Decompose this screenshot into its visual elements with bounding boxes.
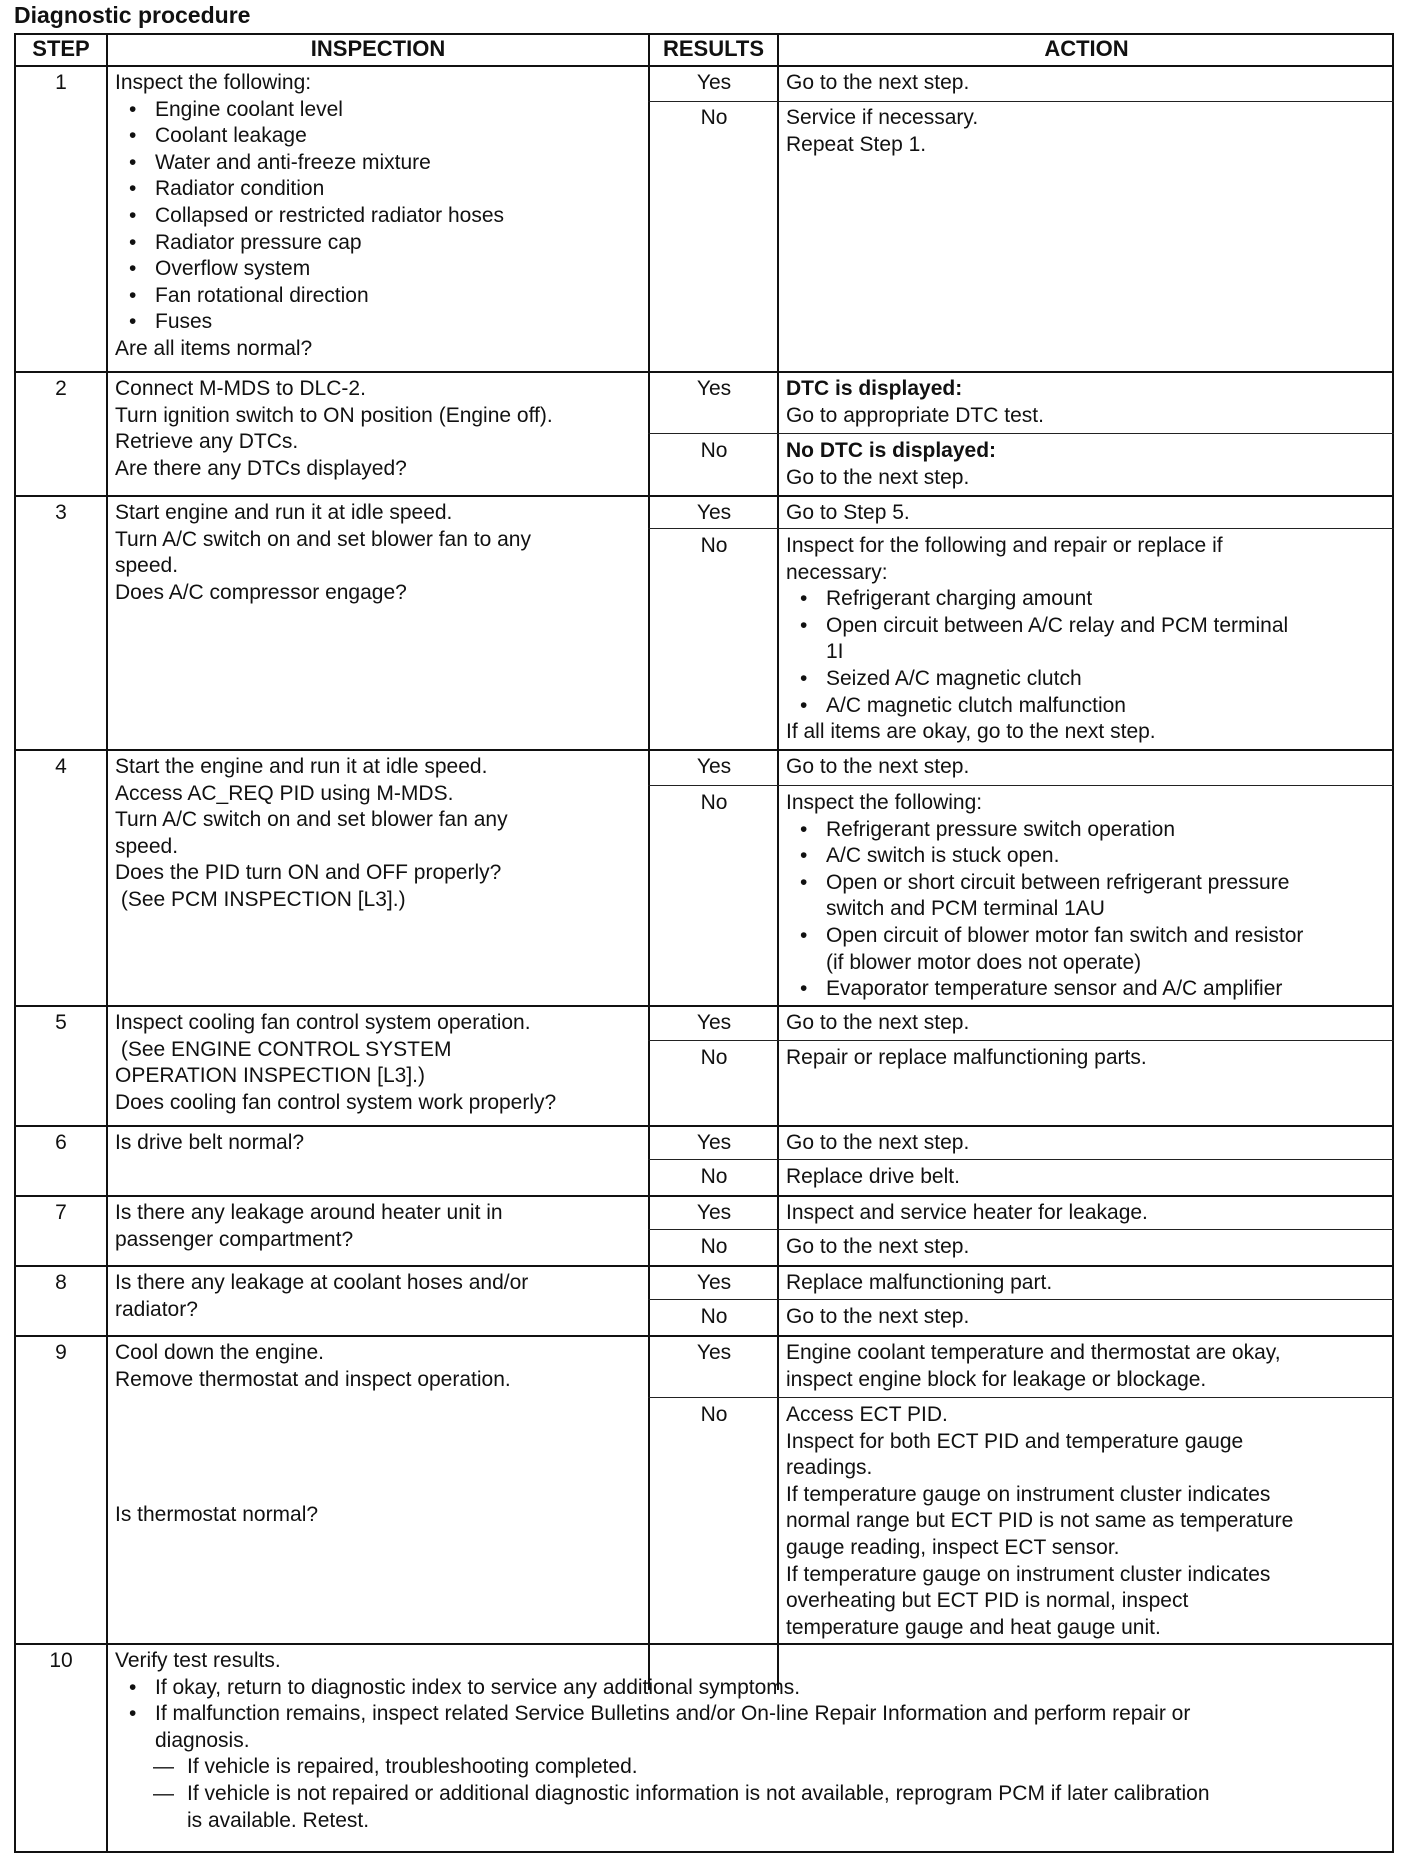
inspection-question: Is thermostat normal? — [115, 1503, 319, 1526]
col-divider — [648, 33, 650, 1690]
row-divider — [14, 1005, 1394, 1007]
action-text: Go to the next step. — [786, 1235, 970, 1258]
yes-no-divider — [648, 1229, 1394, 1230]
action-text: Replace drive belt. — [786, 1165, 960, 1188]
action-text: Inspect for the following and repair or replace if necessary: • Refrigerant charging amount • Open circuit between A/C relay and PCM terminal 1I • Seized A/C magnetic clutch • A/C magnetic clutch malfunction If all items are okay, go to the next step. — [786, 533, 1288, 746]
row-divider — [14, 495, 1394, 497]
row-divider — [14, 749, 1394, 751]
col-divider — [106, 33, 108, 1853]
inspection-text: Connect M-MDS to DLC-2. Turn ignition switch to ON position (Engine off). Retrieve any DTCs. Are there any DTCs displayed? — [115, 377, 553, 480]
inspection-text: Start the engine and run it at idle speed. Access AC_REQ PID using M-MDS. Turn A/C switch on and set blower fan any speed. Does the PID turn ON and OFF properly? (See PCM INSPECTION [L3].) — [115, 755, 508, 911]
col-divider — [777, 33, 779, 1690]
step-number: 7 — [55, 1201, 67, 1224]
yes-no-divider — [648, 1299, 1394, 1300]
result-no: No — [700, 534, 728, 557]
step-number: 5 — [55, 1011, 67, 1034]
action-text: Engine coolant temperature and thermostat are okay, inspect engine block for leakage or blockage. — [786, 1341, 1281, 1391]
action-text: Inspect the following: • Refrigerant pressure switch operation • A/C switch is stuck open. • Open or short circuit between refrigerant pressure switch and PCM terminal 1AU • Open circuit of blower motor fan switch and resistor (if blower motor does not operate) • Evaporator temperature sensor and A/C amplifier — [786, 790, 1303, 1003]
action-text: Go to the next step. — [786, 1305, 970, 1328]
step-number: 1 — [55, 71, 67, 94]
row-divider — [14, 1125, 1394, 1127]
row-divider — [14, 1195, 1394, 1197]
action-text: Replace malfunctioning part. — [786, 1271, 1053, 1294]
action-text: Go to Step 5. — [786, 501, 910, 524]
result-yes: Yes — [696, 1131, 732, 1154]
result-yes: Yes — [696, 71, 732, 94]
action-text: Service if necessary. Repeat Step 1. — [786, 106, 979, 156]
action-text: Go to the next step. — [786, 1011, 970, 1034]
result-no: No — [700, 1403, 728, 1426]
action-text: Go to the next step. — [786, 1131, 970, 1154]
inspection-text: Inspect cooling fan control system operation. (See ENGINE CONTROL SYSTEM OPERATION INSPECTION [L3].) Does cooling fan control system work properly? — [115, 1011, 557, 1114]
header-divider — [14, 65, 1394, 67]
inspection-text: Is there any leakage at coolant hoses and/or radiator? — [115, 1271, 529, 1321]
header-step: STEP — [32, 36, 90, 61]
action-text: Go to the next step. — [786, 71, 970, 94]
inspection-text: Is there any leakage around heater unit in passenger compartment? — [115, 1201, 503, 1251]
result-yes: Yes — [696, 377, 732, 400]
action-text: DTC is displayed: Go to appropriate DTC test. — [786, 377, 1044, 427]
step-number: 3 — [55, 501, 67, 524]
inspection-text: Cool down the engine. Remove thermostat and inspect operation. — [115, 1341, 511, 1391]
yes-no-divider — [648, 1040, 1394, 1041]
row-divider — [14, 1335, 1394, 1337]
result-no: No — [700, 1046, 728, 1069]
result-yes: Yes — [696, 1341, 732, 1364]
result-yes: Yes — [696, 1271, 732, 1294]
result-no: No — [700, 791, 728, 814]
yes-no-divider — [648, 101, 1394, 102]
row-divider — [14, 1265, 1394, 1267]
header-inspection: INSPECTION — [310, 36, 446, 61]
inspection-text: Is drive belt normal? — [115, 1131, 305, 1154]
inspection-text: Inspect the following: • Engine coolant level • Coolant leakage • Water and anti-freeze mixture • Radiator condition • Collapsed or restricted radiator hoses • Radiator pressure cap • Overflow system • Fan rotational direction • Fuses Are all items normal? — [115, 70, 504, 363]
result-no: No — [700, 1305, 728, 1328]
row-divider — [14, 1643, 1394, 1645]
row-divider — [14, 371, 1394, 373]
yes-no-divider — [648, 433, 1394, 434]
header-results: RESULTS — [662, 36, 765, 61]
yes-no-divider — [648, 1397, 1394, 1398]
step-number: 10 — [49, 1649, 73, 1672]
yes-no-divider — [648, 785, 1394, 786]
result-no: No — [700, 1235, 728, 1258]
step-number: 6 — [55, 1131, 67, 1154]
inspection-text: Verify test results. • If okay, return to diagnostic index to service any additional symptoms. • If malfunction remains, inspect related Service Bulletins and/or On-line Repair Information and perform repair or diagnosis. — If vehicle is repaired, troubleshooting completed. — If vehicle is not repaired or additional diagnostic information is not available, reprogram PCM if later calibration is available. Retest. — [115, 1648, 1210, 1834]
result-no: No — [700, 1165, 728, 1188]
action-text: Access ECT PID. Inspect for both ECT PID and temperature gauge readings. If temperature gauge on instrument cluster indicates normal range but ECT PID is not same as temperature gauge reading, inspect ECT sensor. If temperature gauge on instrument cluster indicates overheating but ECT PID is normal, inspect temperature gauge and heat gauge unit. — [786, 1403, 1294, 1639]
action-text: Go to the next step. — [786, 755, 970, 778]
action-text: No DTC is displayed: Go to the next step. — [786, 439, 997, 489]
step-number: 2 — [55, 377, 67, 400]
header-action: ACTION — [1044, 36, 1129, 61]
page-title: Diagnostic procedure — [14, 2, 251, 28]
action-text: Inspect and service heater for leakage. — [786, 1201, 1148, 1224]
step-number: 4 — [55, 755, 67, 778]
result-no: No — [700, 439, 728, 462]
result-yes: Yes — [696, 1201, 732, 1224]
step-number: 8 — [55, 1271, 67, 1294]
result-yes: Yes — [696, 755, 732, 778]
yes-no-divider — [648, 528, 1394, 529]
result-yes: Yes — [696, 1011, 732, 1034]
result-no: No — [700, 106, 728, 129]
step-number: 9 — [55, 1341, 67, 1364]
result-yes: Yes — [696, 501, 732, 524]
action-text: Repair or replace malfunctioning parts. — [786, 1046, 1147, 1069]
yes-no-divider — [648, 1159, 1394, 1160]
inspection-text: Start engine and run it at idle speed. Turn A/C switch on and set blower fan to any speed. Does A/C compressor engage? — [115, 501, 531, 604]
